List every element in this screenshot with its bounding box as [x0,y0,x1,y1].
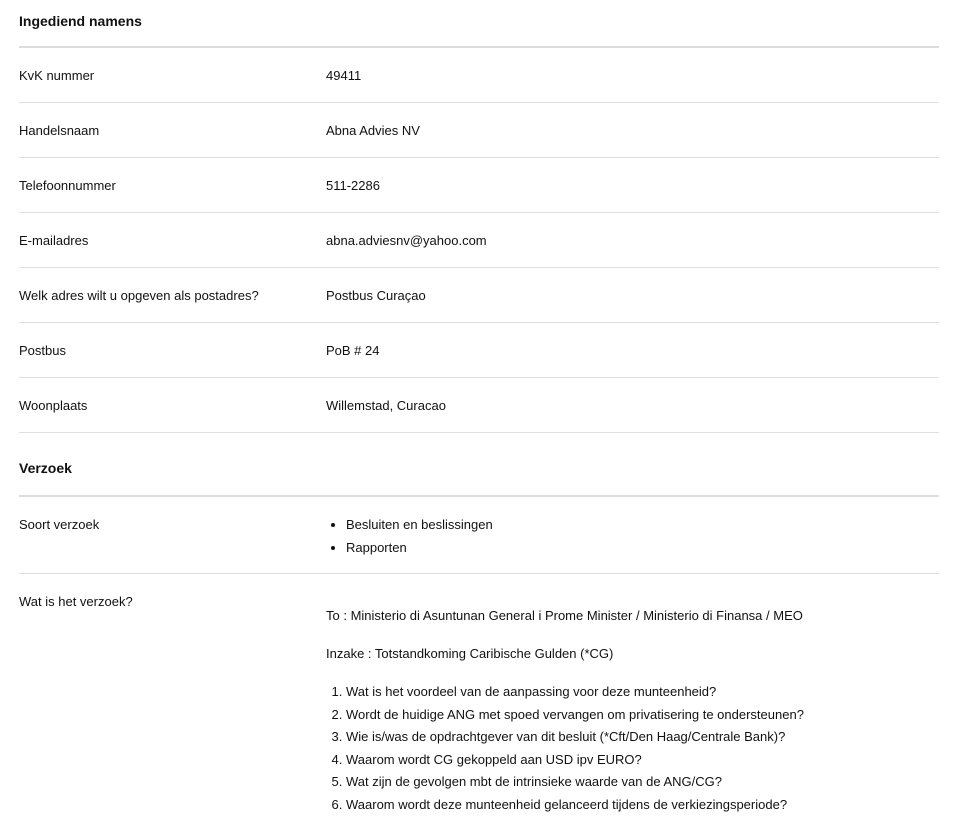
row-value: 511-2286 [326,177,380,193]
row-value: PoB # 24 [326,342,380,358]
request-type-list [326,513,939,559]
row-value [326,513,939,559]
row-label: E-mailadres [19,232,89,248]
request-details [19,0,939,816]
addressee-line: To : Ministerio di Asuntunan General i Prome Minister / Ministerio di Finansa / MEO [326,608,803,623]
detail-row-trade-name [19,103,939,158]
detail-row-email [19,213,939,268]
section-title-submitted-on-behalf: Ingediend namens [19,0,939,48]
row-value: 49411 [326,67,362,83]
list-item: 2. Wordt de huidige ANG met spoed vervangen om privatisering te ondersteunen? [346,704,939,727]
detail-row-postal-address [19,268,939,323]
row-label: Wat is het verzoek? [19,594,133,609]
detail-row-po-box [19,323,939,378]
subject-line: Inzake : Totstandkoming Caribische Gulden (*CG) [326,646,614,661]
row-label: KvK nummer [19,67,95,83]
detail-row-request-text [19,574,939,816]
detail-row-kvk [19,48,939,103]
list-item: 4. Waarom wordt CG gekoppeld aan USD ipv EURO? [346,749,939,772]
row-value: Willemstad, Curacao [326,397,446,413]
row-value: abna.adviesnv@yahoo.com [326,232,487,248]
section-title-request: Verzoek [19,433,939,497]
list-item: • Rapporten [346,536,939,559]
row-value: Abna Advies NV [326,122,420,138]
row-label: Welk adres wilt u opgeven als postadres? [19,287,259,303]
row-value [326,594,939,816]
row-label: Woonplaats [19,397,88,413]
detail-row-request-type [19,497,939,574]
detail-row-phone [19,158,939,213]
row-label: Handelsnaam [19,122,100,138]
list-item: 1. Wat is het voordeel van de aanpassing voor deze munteenheid? [346,681,939,704]
list-item: 3. Wie is/was de opdrachtgever van dit besluit (*Cft/Den Haag/Centrale Bank)? [346,726,939,749]
row-label: Soort verzoek [19,517,100,532]
row-label: Postbus [19,342,66,358]
row-value: Postbus Curaçao [326,287,426,303]
list-item: • Besluiten en beslissingen [346,513,939,536]
question-list [326,681,939,816]
row-label: Telefoonnummer [19,177,116,193]
list-item: 5. Wat zijn de gevolgen mbt de intrinsieke waarde van de ANG/CG? [346,771,939,794]
detail-row-city [19,378,939,433]
list-item: 6. Waarom wordt deze munteenheid gelanceerd tijdens de verkiezingsperiode? [346,794,939,817]
